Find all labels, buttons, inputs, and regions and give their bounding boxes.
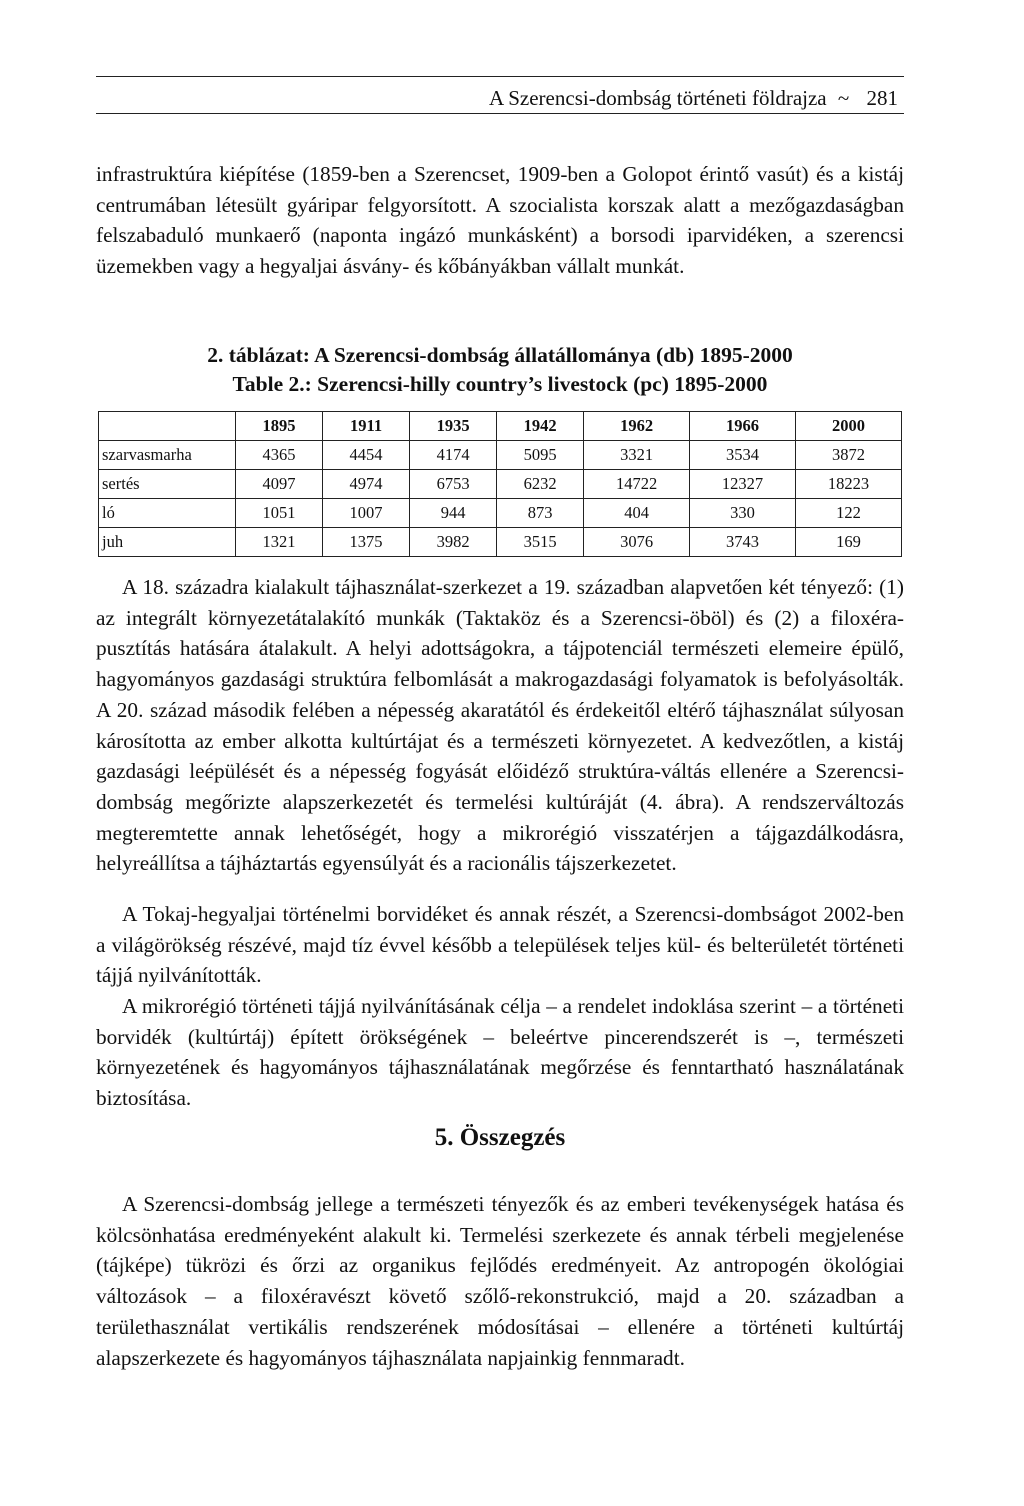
table-cell: 944 xyxy=(410,499,497,528)
book-page xyxy=(96,0,904,1506)
table-cell: 3321 xyxy=(584,441,690,470)
row-label: sertés xyxy=(99,470,236,499)
section-heading: 5. Összegzés xyxy=(434,1124,566,1151)
table-header-cell xyxy=(99,412,236,441)
table-header-row xyxy=(99,412,902,441)
running-title: A Szerencsi-dombság történeti földrajza xyxy=(488,86,827,110)
table-cell: 3515 xyxy=(497,528,584,557)
table-cell: 122 xyxy=(796,499,902,528)
table-row xyxy=(99,470,902,499)
table-cell: 4974 xyxy=(323,470,410,499)
running-header-text xyxy=(489,86,898,111)
paragraph-intro: infrastruktúra kiépítése (1859-ben a Szerencset, 1909-ben a Golopot érintő vasút) és a kistáj centrumában létesült gyáripar felgyorsított. A szocialista korszak alatt a mezőgazdaságban felszabaduló munkaerő (naponta ingázó munkásként) a borsodi iparvidéken, a szerencsi üzemekben vagy a hegyaljai ásvány- és kőbányákban vállalt munkát. xyxy=(96,162,904,279)
table-cell: 873 xyxy=(497,499,584,528)
table-row xyxy=(99,528,902,557)
table-header-cell: 2000 xyxy=(796,412,902,441)
table-header-cell: 1895 xyxy=(236,412,323,441)
table-caption-en: Table 2.: Szerencsi-hilly country’s livestock (pc) 1895-2000 xyxy=(232,372,768,396)
table-cell: 3982 xyxy=(410,528,497,557)
table-header-cell: 1962 xyxy=(584,412,690,441)
table-row xyxy=(99,499,902,528)
table-header-cell: 1911 xyxy=(323,412,410,441)
table-cell: 3534 xyxy=(690,441,796,470)
table-cell: 4097 xyxy=(236,470,323,499)
livestock-table xyxy=(98,411,902,557)
paragraph-summary: A Szerencsi-dombság jellege a természeti tényezők és az emberi tevékenységek hatása és kölcsönhatása eredményeként alakult ki. Termelési szerkezete és annak térbeli megjelenése (tájképe) tükrözi és őrzi az organikus fejlődés eredményeit. Az antropogén ökológiai változások – a filoxéravészt követő szőlő-rekonstrukció, majd a 20. században a területhasználat vertikális rendszerének módosításai – ellenére a történeti kultúrtáj alapszerkezete és hagyományos tájhasználata napjainkig fennmaradt. xyxy=(96,1192,904,1370)
table-header-cell: 1966 xyxy=(690,412,796,441)
running-header xyxy=(96,76,904,114)
table-cell: 1051 xyxy=(236,499,323,528)
table-cell: 12327 xyxy=(690,470,796,499)
table-cell: 1321 xyxy=(236,528,323,557)
row-label: szarvasmarha xyxy=(99,441,236,470)
table-cell: 1007 xyxy=(323,499,410,528)
table-caption-hu: 2. táblázat: A Szerencsi-dombság állatállománya (db) 1895-2000 xyxy=(207,343,793,367)
table-cell: 18223 xyxy=(796,470,902,499)
table-cell: 169 xyxy=(796,528,902,557)
table-cell: 5095 xyxy=(497,441,584,470)
page-number: 281 xyxy=(866,86,898,110)
table-cell: 330 xyxy=(690,499,796,528)
table-cell: 4174 xyxy=(410,441,497,470)
table-header-cell: 1935 xyxy=(410,412,497,441)
paragraph-world-heritage: A Tokaj-hegyaljai történelmi borvidéket és annak részét, a Szerencsi-dombságot 2002-ben a világörökség részévé, majd tíz évvel később a települések teljes kül- és belterületét történeti tájjá nyilvánították. xyxy=(96,902,904,988)
paragraph-objective: A mikrorégió történeti tájjá nyilvánításának célja – a rendelet indoklása szerint – a történeti borvidék (kultúrtáj) épített örökségének – beleértve pincerendszerét is –, természeti környezetének és hagyományos tájhasználatának megőrzése és fenntartható használatának biztosítása. xyxy=(96,994,904,1111)
row-label: ló xyxy=(99,499,236,528)
table-row xyxy=(99,441,902,470)
table-cell: 4365 xyxy=(236,441,323,470)
table-cell: 3872 xyxy=(796,441,902,470)
table-cell: 1375 xyxy=(323,528,410,557)
table-cell: 404 xyxy=(584,499,690,528)
table-cell: 4454 xyxy=(323,441,410,470)
table-header-cell: 1942 xyxy=(497,412,584,441)
table-cell: 3743 xyxy=(690,528,796,557)
header-separator: ~ xyxy=(837,86,850,110)
paragraph-history: A 18. századra kialakult tájhasználat-szerkezet a 19. században alapvetően két tényező: (1) az integrált környezetátalakító munkák (Taktaköz és a Szerencsi-öböl) és (2) a filoxéra-pusztítás hatására átalakult. A helyi adottságokra, a tájpotenciál természeti elemeire épülő, hagyományos gazdasági struktúra felbomlását a makrogazdasági folyamatok is befolyásolták. A 20. század második felében a népesség akaratától és érdekeitől eltérő tájhasználat súlyosan károsította az ember alkotta kultúrtájat és a természeti környezetet. A kedvezőtlen, a kistáj gazdasági leépülését és a népesség fogyását előidéző struktúra-váltás ellenére a Szerencsi-dombság megőrizte alapszerkezetét és termelési kultúráját (4. ábra). A rendszerváltozás megteremtette annak lehetőségét, hogy a mikrorégió visszatérjen a tájgazdálkodásra, helyreállítsa a tájháztartás egyensúlyát és a racionális tájszerkezetet. xyxy=(96,575,904,876)
table-cell: 6753 xyxy=(410,470,497,499)
row-label: juh xyxy=(99,528,236,557)
table-cell: 14722 xyxy=(584,470,690,499)
table-cell: 6232 xyxy=(497,470,584,499)
table-cell: 3076 xyxy=(584,528,690,557)
